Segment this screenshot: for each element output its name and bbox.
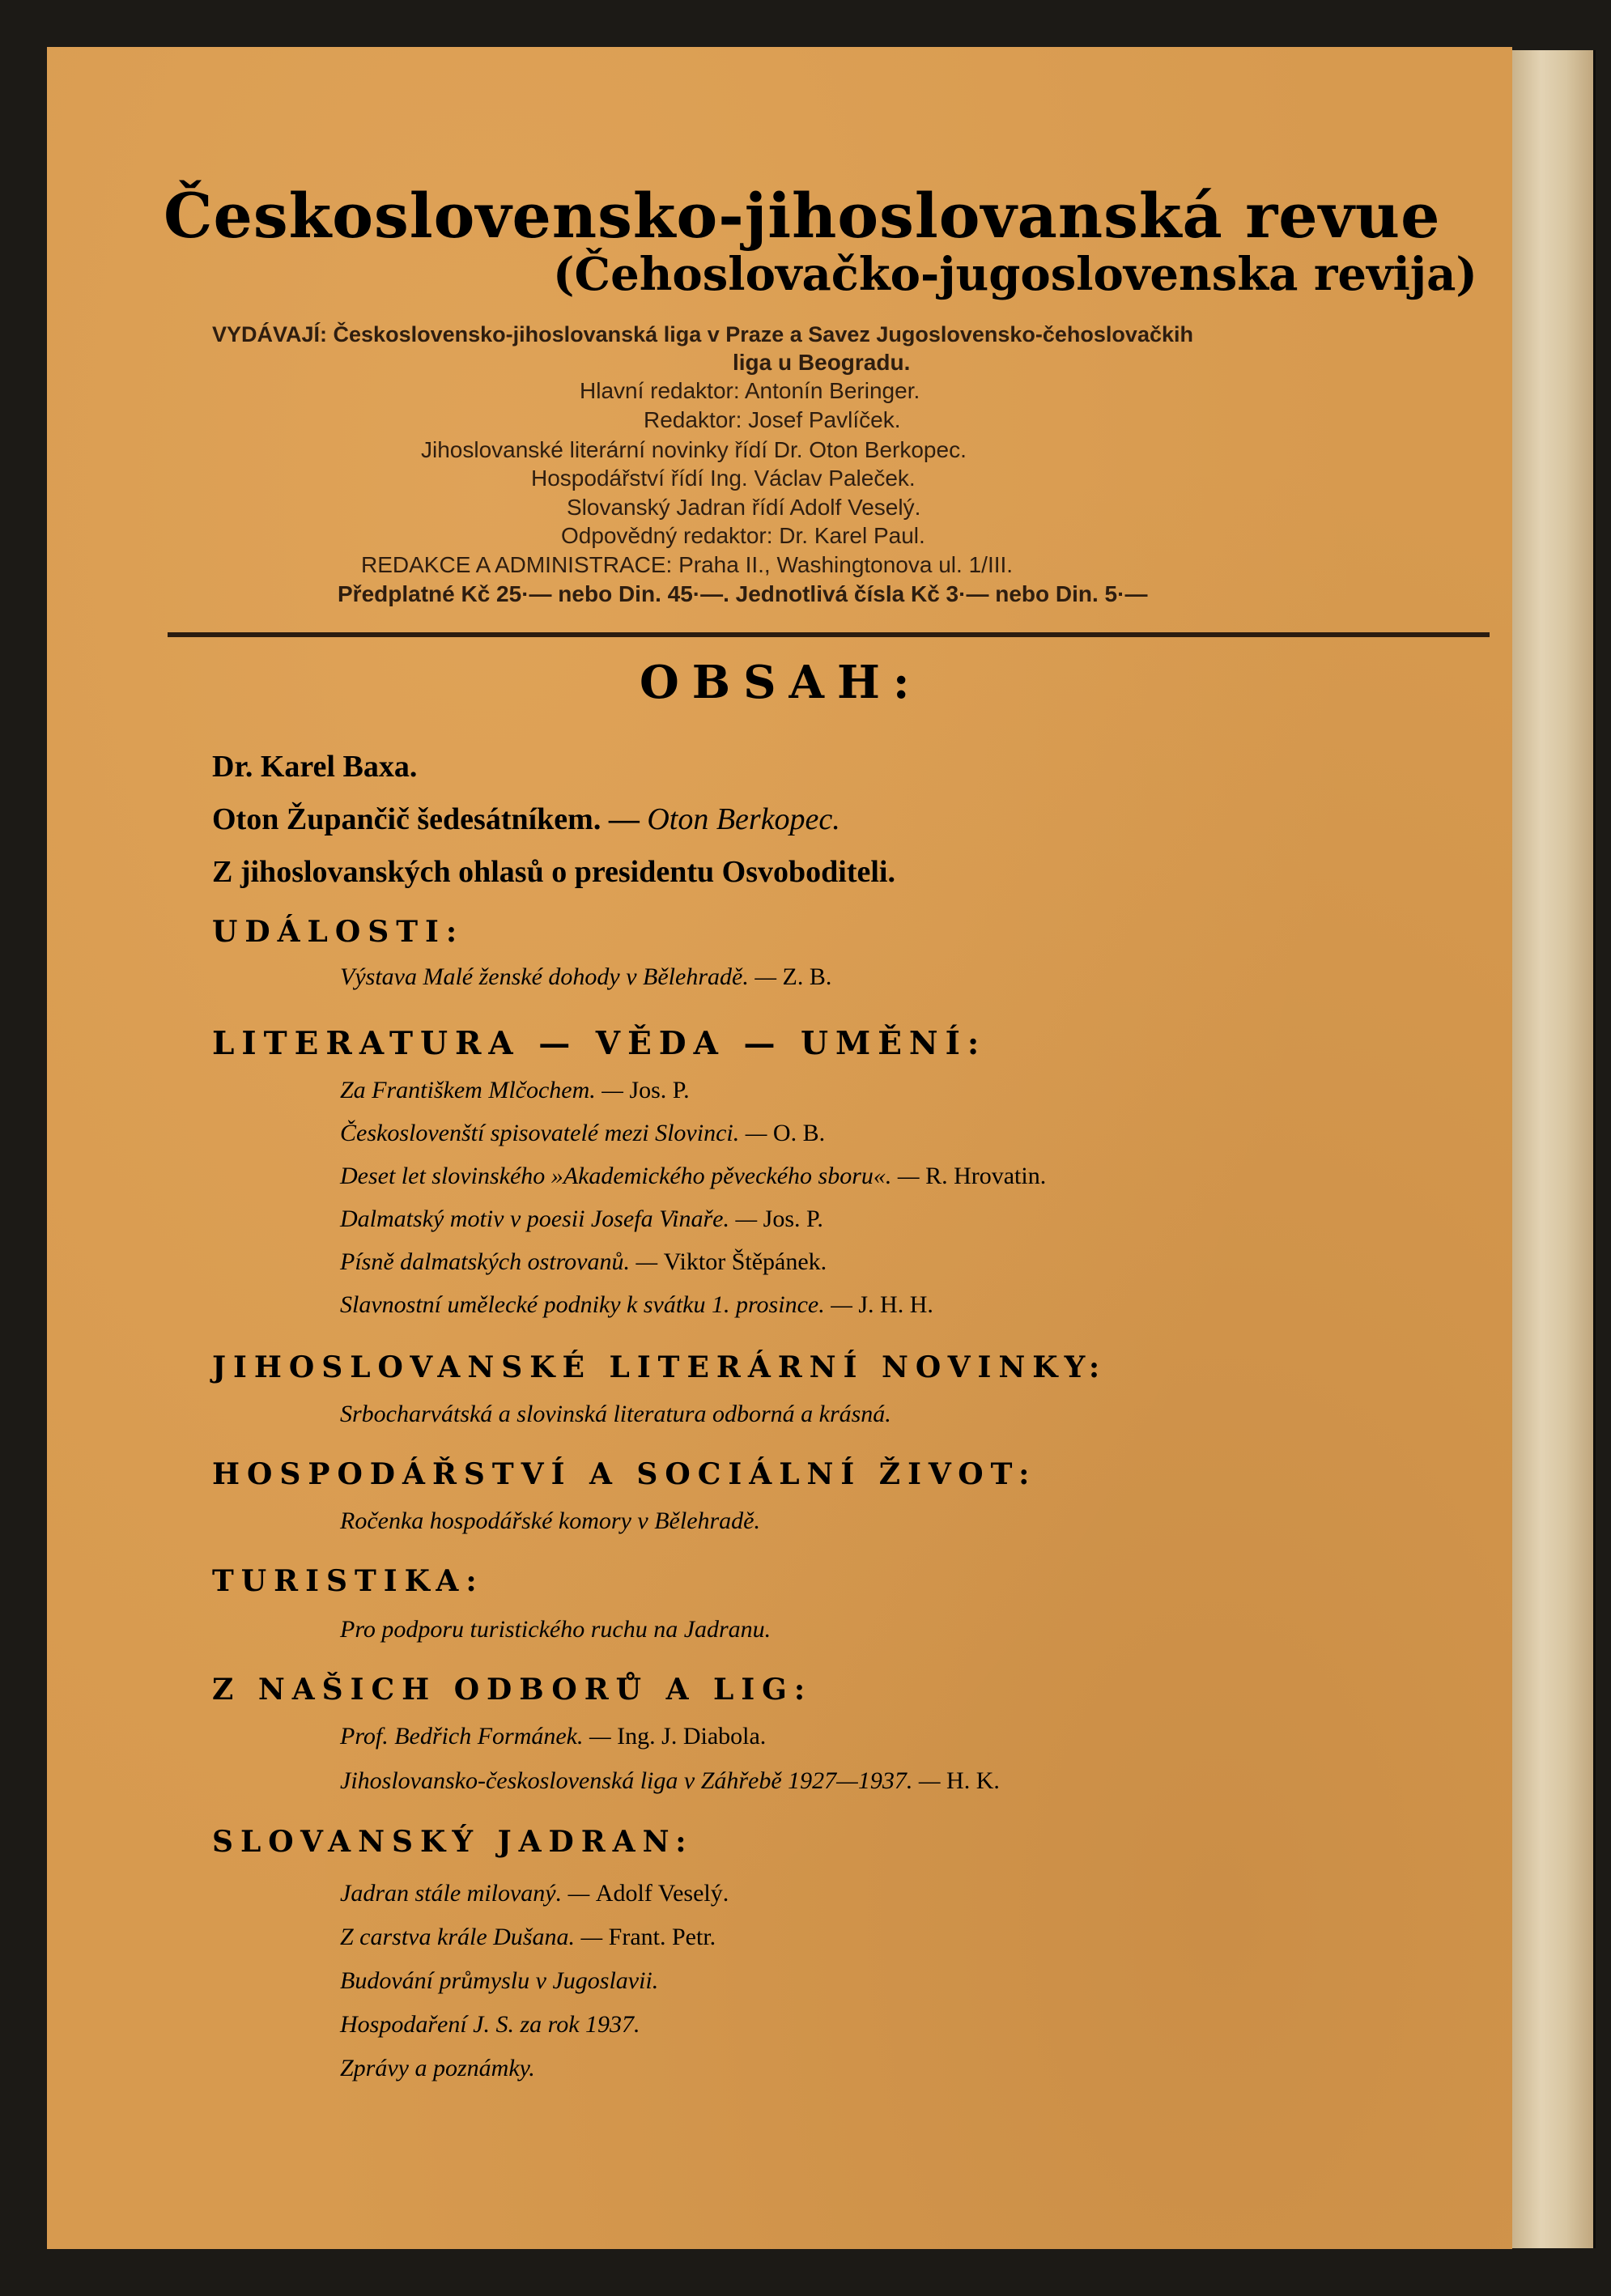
list-item: Písně dalmatských ostrovanů. — Viktor Štěpánek.	[340, 1248, 827, 1275]
list-item: Deset let slovinského »Akademického pěveckého sboru«. — R. Hrovatin.	[340, 1163, 1047, 1189]
article-zupancic	[212, 801, 840, 837]
imprint-responsible-editor: Odpovědný redaktor: Dr. Karel Paul.	[561, 523, 925, 548]
spine-edge	[1593, 50, 1596, 2248]
list-item: Ročenka hospodářské komory v Bělehradě.	[340, 1507, 760, 1534]
imprint-prices: Předplatné Kč 25·— nebo Din. 45·—. Jednotlivá čísla Kč 3·— nebo Din. 5·—	[338, 581, 1148, 606]
list-item: Jadran stále milovaný. — Adolf Veselý.	[340, 1880, 729, 1907]
book-spine	[1512, 50, 1595, 2248]
article-baxa	[212, 749, 417, 784]
imprint-adriatic: Slovanský Jadran řídí Adolf Veselý.	[567, 495, 921, 520]
imprint-publishers-cont: liga u Beogradu.	[733, 350, 911, 375]
list-item: Za Františkem Mlčochem. — Jos. P.	[340, 1077, 690, 1103]
list-item: Prof. Bedřich Formánek. — Ing. J. Diabola.	[340, 1723, 767, 1750]
list-item: Výstava Malé ženské dohody v Bělehradě. — Z. B.	[340, 963, 832, 990]
article-title: Dr. Karel Baxa.	[212, 750, 418, 784]
imprint-literary-news: Jihoslovanské literární novinky řídí Dr. Oton Berkopec.	[421, 437, 967, 462]
list-item: Z carstva krále Dušana. — Frant. Petr.	[340, 1924, 716, 1950]
article-title: Z jihoslovanských ohlasů o presidentu Osvoboditeli.	[212, 855, 895, 889]
masthead-rule	[168, 632, 1490, 637]
article-author: Oton Berkopec.	[647, 802, 840, 836]
section-branches-heading: Z NAŠICH ODBORŮ A LIG:	[212, 1673, 813, 1707]
journal-subtitle: (Čehoslovačko-jugoslovenska revija)	[553, 248, 1477, 301]
list-item: Zprávy a poznámky.	[340, 2055, 535, 2081]
section-adriatic-heading: SLOVANSKÝ JADRAN:	[212, 1825, 694, 1859]
article-president	[212, 854, 895, 890]
list-item: Budování průmyslu v Jugoslavii.	[340, 1967, 659, 1994]
section-tourism-heading: TURISTIKA:	[212, 1564, 484, 1598]
article-title: Oton Župančič šedesátníkem. —	[212, 802, 640, 836]
list-item: Jihoslovansko-československá liga v Záhřebě 1927—1937. — H. K.	[340, 1767, 1000, 1794]
section-events-heading: UDÁLOSTI:	[212, 915, 465, 949]
list-item: Slavnostní umělecké podniky k svátku 1. prosince. — J. H. H.	[340, 1291, 933, 1318]
imprint-publishers: VYDÁVAJÍ: Československo-jihoslovanská liga v Praze a Savez Jugoslovensko-čehoslovačkih	[212, 322, 1193, 347]
list-item: Pro podporu turistického ruchu na Jadranu.	[340, 1616, 771, 1643]
journal-title: Československo-jihoslovanská revue	[164, 180, 1441, 252]
section-economy-heading: HOSPODÁŘSTVÍ A SOCIÁLNÍ ŽIVOT:	[212, 1457, 1037, 1491]
section-literary-news-heading: JIHOSLOVANSKÉ LITERÁRNÍ NOVINKY:	[212, 1350, 1107, 1384]
list-item: Srbocharvátská a slovinská literatura odborná a krásná.	[340, 1401, 891, 1427]
journal-cover-page	[47, 47, 1512, 2249]
imprint-editor: Redaktor: Josef Pavlíček.	[644, 407, 901, 432]
imprint-address: REDAKCE A ADMINISTRACE: Praha II., Washingtonova ul. 1/III.	[361, 552, 1014, 577]
list-item: Hospodaření J. S. za rok 1937.	[340, 2011, 640, 2038]
list-item: Českoslovenští spisovatelé mezi Slovinci. — O. B.	[340, 1120, 826, 1146]
list-item: Dalmatský motiv v poesii Josefa Vinaře. — Jos. P.	[340, 1205, 823, 1232]
imprint-economy: Hospodářství řídí Ing. Václav Paleček.	[531, 466, 916, 491]
contents-heading: OBSAH:	[640, 656, 923, 709]
section-literature-heading: LITERATURA — VĚDA — UMĚNÍ:	[212, 1025, 987, 1062]
imprint-chief-editor: Hlavní redaktor: Antonín Beringer.	[580, 378, 920, 403]
